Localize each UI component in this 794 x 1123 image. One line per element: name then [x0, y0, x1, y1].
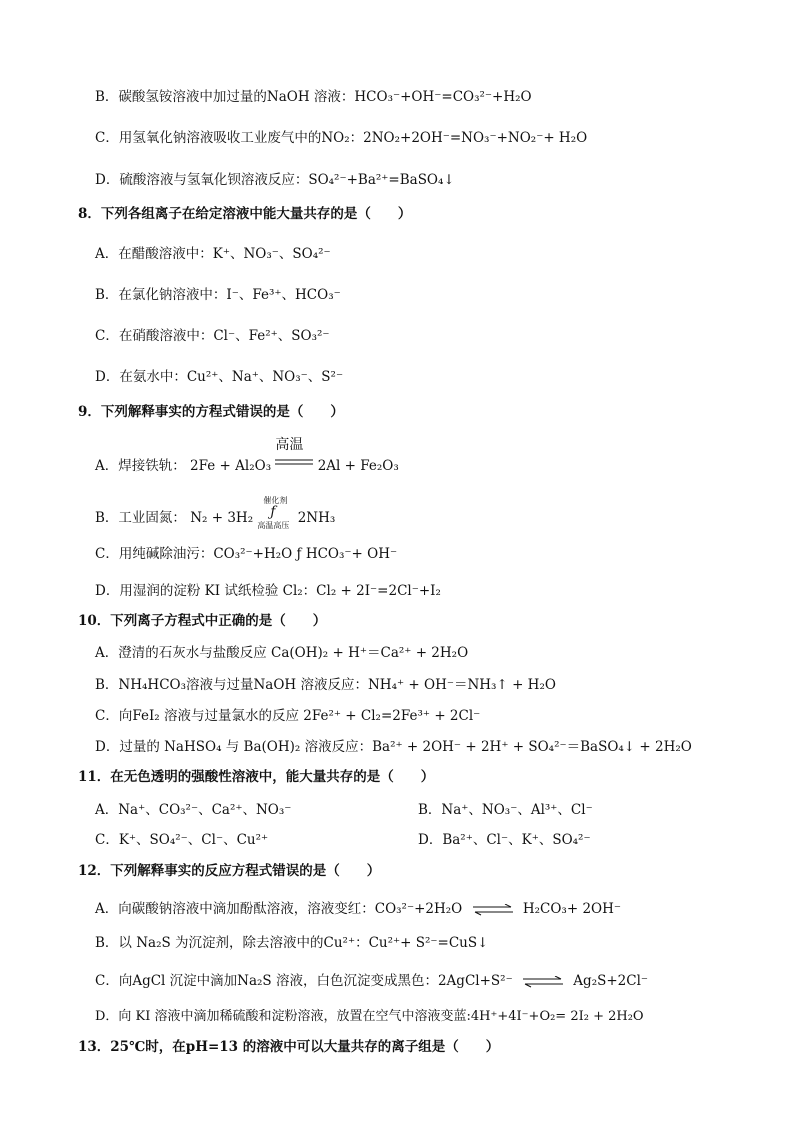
option-8d: D．在氨水中：Cu²⁺、Na⁺、NO₃⁻、S²⁻ [95, 369, 344, 385]
option-12d: D．向 KI 溶液中滴加稀硫酸和淀粉溶液，放置在空气中溶液变蓝:4H⁺+4I⁻+O₂= 2I₂ + 2H₂O [95, 1009, 644, 1024]
option-11a: A．Na⁺、CO₃²⁻、Ca²⁺、NO₃⁻ [95, 802, 292, 818]
option-8b: B．在氯化钠溶液中：I⁻、Fe³⁺、HCO₃⁻ [95, 287, 341, 303]
option-7d: D．硫酸溶液与氢氧化钡溶液反应：SO₄²⁻+Ba²⁺=BaSO₄↓ [95, 172, 455, 188]
option-11c: C．K⁺、SO₄²⁻、Cl⁻、Cu²⁺ [95, 832, 269, 848]
catalyst-label: 催化剂 [263, 496, 288, 505]
reversible-glyph: ƒ [270, 504, 276, 520]
option-12a [95, 900, 621, 918]
question-13: 13．25℃时，在pH=13 的溶液中可以大量共存的离子组是（ ） [78, 1039, 500, 1055]
option-9b [95, 496, 336, 530]
option-7c: C．用氢氧化钠溶液吸收工业废气中的NO₂：2NO₂+2OH⁻=NO₃⁻+NO₂⁻+ H₂O [95, 130, 588, 146]
option-9a-left: A．焊接铁轨： 2Fe + Al₂O₃ [95, 458, 272, 474]
double-line-icon [275, 458, 313, 468]
option-7b: B．碳酸氢铵溶液中加过量的NaOH 溶液：HCO₃⁻+OH⁻=CO₃²⁻+H₂O [95, 89, 532, 105]
option-8c: C．在硝酸溶液中：Cl⁻、Fe²⁺、SO₃²⁻ [95, 328, 330, 344]
option-10a: A．澄清的石灰水与盐酸反应 Ca(OH)₂ + H⁺＝Ca²⁺ + 2H₂O [95, 645, 469, 661]
option-9c: C．用纯碱除油污：CO₃²⁻+H₂O ƒ HCO₃⁻+ OH⁻ [95, 546, 398, 562]
option-9d: D．用湿润的淀粉 KI 试纸检验 Cl₂：Cl₂ + 2I⁻=2Cl⁻+I₂ [95, 583, 441, 599]
condition-label-bottom: 高温高压 [257, 521, 290, 530]
equilibrium-arrow-icon [523, 976, 563, 988]
option-9b-left: B．工业固氮： N₂ + 3H₂ [95, 510, 254, 526]
option-10d: D．过量的 NaHSO₄ 与 Ba(OH)₂ 溶液反应：Ba²⁺ + 2OH⁻ + 2H⁺ + SO₄²⁻＝BaSO₄↓ + 2H₂O [95, 739, 692, 755]
option-12a-right: H₂CO₃+ 2OH⁻ [522, 901, 621, 917]
option-11d: D．Ba²⁺、Cl⁻、K⁺、SO₄²⁻ [418, 832, 591, 848]
option-12c [95, 972, 648, 990]
option-9b-right: 2NH₃ [297, 510, 336, 526]
equilibrium-arrow-icon [473, 904, 513, 916]
reversible-condition [257, 496, 293, 530]
question-12: 12．下列解释事实的反应方程式错误的是（ ） [78, 863, 381, 879]
question-9: 9．下列解释事实的方程式错误的是（ ） [78, 404, 344, 420]
option-9a-right: 2Al + Fe₂O₃ [317, 458, 399, 474]
condition-arrow [275, 437, 313, 470]
option-11b: B．Na⁺、NO₃⁻、Al³⁺、Cl⁻ [418, 802, 593, 818]
option-12c-left: C．向AgCl 沉淀中滴加Na₂S 溶液，白色沉淀变成黑色：2AgCl+S²⁻ [95, 973, 513, 989]
option-12c-right: Ag₂S+2Cl⁻ [573, 973, 649, 989]
option-12b: B．以 Na₂S 为沉淀剂，除去溶液中的Cu²⁺：Cu²⁺+ S²⁻=CuS↓ [95, 935, 489, 951]
condition-label: 高温 [275, 437, 304, 453]
option-10c: C．向FeI₂ 溶液与过量氯水的反应 2Fe²⁺ + Cl₂=2Fe³⁺ + 2Cl⁻ [95, 708, 481, 724]
option-10b: B．NH₄HCO₃溶液与过量NaOH 溶液反应：NH₄⁺ + OH⁻＝NH₃↑ + H₂O [95, 677, 556, 693]
option-12a-left: A．向碳酸钠溶液中滴加酚酞溶液，溶液变红：CO₃²⁻+2H₂O [95, 901, 463, 917]
question-8: 8．下列各组离子在给定溶液中能大量共存的是（ ） [78, 206, 412, 222]
option-9a [95, 437, 399, 475]
question-11: 11．在无色透明的强酸性溶液中，能大量共存的是（ ） [78, 769, 435, 785]
question-10: 10．下列离子方程式中正确的是（ ） [78, 613, 327, 629]
option-8a: A．在醋酸溶液中：K⁺、NO₃⁻、SO₄²⁻ [95, 246, 331, 262]
